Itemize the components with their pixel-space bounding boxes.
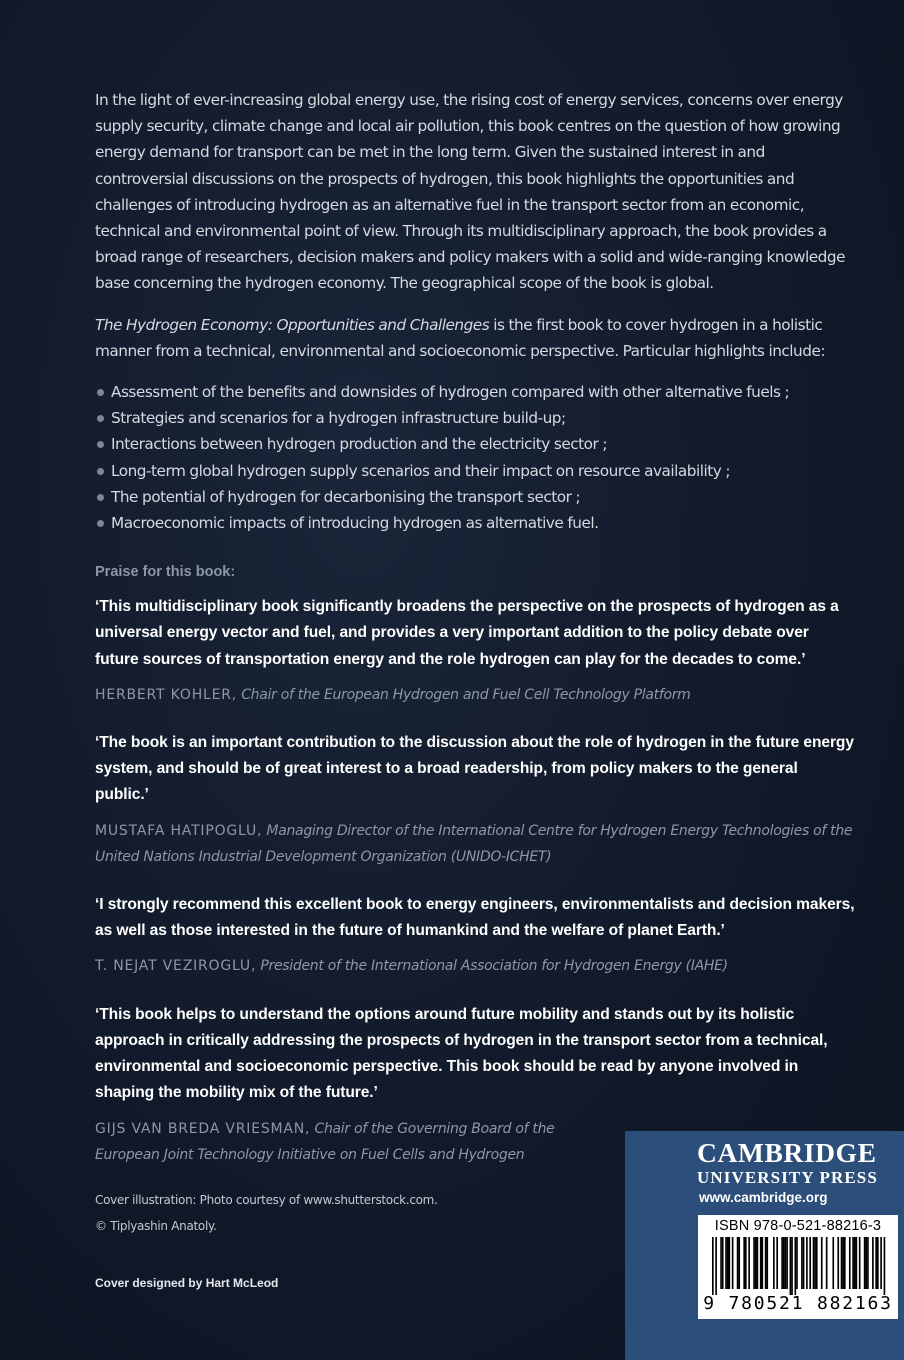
isbn-label: ISBN 978-0-521-88216-3	[714, 1218, 882, 1234]
praise-heading: Praise for this book:	[95, 564, 236, 581]
barcode-bar	[781, 1237, 783, 1289]
intro-paragraph: In the light of ever-increasing global energy use, the rising cost of energy services, concerns over energy supply security, climate change and local air pollution, this book centres on the question of how growing energy demand for transport can be met in the long term. Given the sustained interest in and controversial discussions on the prospects of hydrogen, this book highlights the opportunities and challenges of introducing hydrogen as an alternative fuel in the transport sector from an economic, technical and environmental point of view. Through its multidisciplinary approach, the book provides a broad range of researchers, decision makers and policy makers with a solid and wide-ranging knowledge base concerning the hydrogen economy. The geographical scope of the book is global.	[95, 91, 845, 293]
list-item: Assessment of the benefits and downsides of hydrogen compared with other alternative fuels ;	[95, 379, 855, 405]
barcode-bar	[715, 1237, 717, 1295]
barcode-bar	[737, 1237, 739, 1289]
attribution-name: T. NEJAT VEZIROGLU,	[95, 958, 257, 975]
barcode-bar	[790, 1237, 792, 1295]
praise-quote: ‘This multidisciplinary book significantly broadens the perspective on the prospects of hydrogen as a universal energy vector and fuel, and provides a very important addition to the policy debate over future sources of transportation energy and the role hydrogen can play for the decades to come.’	[95, 598, 839, 668]
barcode-bar	[783, 1237, 785, 1289]
barcode-bar	[738, 1237, 740, 1289]
barcode-bar	[745, 1237, 747, 1289]
barcode-bar	[748, 1237, 750, 1289]
barcode-bar	[803, 1237, 805, 1289]
barcode-bar	[795, 1237, 797, 1295]
quote-attribution	[95, 818, 855, 870]
barcode-bar	[814, 1237, 816, 1289]
barcode-bar	[872, 1237, 874, 1289]
barcode-bar	[826, 1237, 828, 1289]
barcode-bar	[867, 1237, 869, 1289]
attribution-name: HERBERT KOHLER,	[95, 686, 238, 703]
publisher-name: CAMBRIDGE	[697, 1137, 877, 1168]
barcode-bar	[773, 1237, 775, 1289]
attribution-name: GIJS VAN BREDA VRIESMAN,	[95, 1120, 311, 1137]
barcode-bar	[796, 1237, 798, 1289]
barcode-bar	[766, 1237, 768, 1289]
barcode-bar	[732, 1237, 734, 1289]
barcode-bar	[865, 1237, 867, 1289]
barcode-bar	[864, 1237, 866, 1289]
bullet-icon	[97, 520, 104, 527]
barcode-bar	[875, 1237, 877, 1289]
designer-credit: Cover designed by Hart McLeod	[95, 1276, 279, 1290]
barcode-bar	[743, 1237, 745, 1289]
attribution-role: President of the International Association for Hydrogen Energy (IAHE)	[256, 958, 728, 975]
barcode-bar	[849, 1237, 851, 1289]
attribution-name: MUSTAFA HATIPOGLU,	[95, 822, 263, 839]
barcode-bar	[816, 1237, 818, 1289]
barcode-bar	[841, 1237, 843, 1289]
barcode-bar	[776, 1237, 778, 1289]
barcode-bar	[722, 1237, 724, 1289]
barcode-bar	[837, 1237, 839, 1289]
list-item: Long-term global hydrogen supply scenarios and their impact on resource availability ;	[95, 458, 855, 484]
attribution-role: Managing Director of the International Centre for Hydrogen Energy Technologies of the United Nations Industrial Development Organization (UNIDO-ICHET)	[95, 822, 853, 865]
barcode-bar	[877, 1237, 879, 1289]
bullet-icon	[97, 494, 104, 501]
barcode-bar	[786, 1237, 788, 1289]
barcode-bar	[757, 1237, 759, 1289]
barcode-bar	[729, 1237, 731, 1289]
list-item: Strategies and scenarios for a hydrogen infrastructure build-up;	[95, 405, 855, 431]
bullet-icon	[97, 468, 104, 475]
barcode-bar	[832, 1237, 834, 1289]
attribution-role: Chair of the Governing Board of the	[310, 1120, 555, 1137]
barcode-bar	[859, 1237, 861, 1289]
intro-paragraph-2	[95, 312, 855, 364]
barcode-bar	[852, 1237, 854, 1289]
highlights-list	[95, 379, 855, 536]
barcode-bar	[760, 1237, 762, 1289]
book-title: The Hydrogen Economy: Opportunities and Challenges	[95, 315, 490, 334]
cover-credits	[95, 1187, 438, 1239]
list-item: Interactions between hydrogen production and the electricity sector ;	[95, 431, 855, 457]
barcode-bar	[753, 1237, 755, 1289]
illustration-credit: Cover illustration: Photo courtesy of www.shutterstock.com.	[95, 1193, 438, 1207]
barcode-bar	[791, 1237, 793, 1295]
quote-attribution	[95, 953, 855, 979]
barcode-bar	[755, 1237, 757, 1289]
bullet-icon	[97, 389, 104, 396]
publisher-url: www.cambridge.org	[699, 1190, 828, 1205]
barcode-bar	[884, 1237, 886, 1295]
barcode-bar	[712, 1237, 714, 1295]
barcode-bar	[844, 1237, 846, 1289]
back-cover-text	[95, 87, 855, 1168]
barcode-bar	[813, 1237, 815, 1289]
praise-quote: ‘This book helps to understand the options around future mobility and stands out by its holistic approach in critically addressing the prospects of hydrogen in the transport sector from a technical, environmental and socioeconomic perspective. This book should be read by anyone involved in shaping the mobility mix of the future.’	[95, 1005, 828, 1102]
bullet-icon	[97, 441, 104, 448]
list-item: The potential of hydrogen for decarbonising the transport sector ;	[95, 484, 855, 510]
barcode-bar	[720, 1237, 722, 1289]
barcode-bar	[856, 1237, 858, 1289]
attribution-role: European Joint Technology Initiative on Fuel Cells and Hydrogen	[95, 1146, 525, 1163]
barcode-bar	[762, 1237, 764, 1289]
barcode-bar	[880, 1237, 882, 1289]
barcode-bar	[785, 1237, 787, 1289]
barcode-bar	[801, 1237, 803, 1289]
barcode-bar	[842, 1237, 844, 1289]
barcode-number: 9 780521 882163	[703, 1293, 893, 1314]
barcode-bar	[821, 1237, 823, 1289]
list-item: Macroeconomic impacts of introducing hydrogen as alternative fuel.	[95, 510, 855, 536]
attribution-role: Chair of the European Hydrogen and Fuel Cell Technology Platform	[237, 686, 691, 703]
barcode-bar	[854, 1237, 856, 1289]
barcode-bar	[765, 1237, 767, 1289]
barcode-bar	[725, 1237, 727, 1289]
barcode-box	[698, 1215, 898, 1319]
bullet-icon	[97, 415, 104, 422]
barcode-bar	[806, 1237, 808, 1289]
barcode-bar	[727, 1237, 729, 1289]
praise-quote: ‘I strongly recommend this excellent book to energy engineers, environmentalists and decision makers, as well as those interested in the future of humankind and the welfare of planet Earth.’	[95, 896, 855, 940]
barcode-bar	[809, 1237, 811, 1289]
praise-quote: ‘The book is an important contribution to the discussion about the role of hydrogen in the future energy system, and should be of great interest to a broad readership, from policy makers to the general public.’	[95, 734, 854, 804]
copyright-credit: © Tiplyashin Anatoly.	[95, 1219, 217, 1233]
quote-attribution	[95, 682, 855, 708]
intro-paragraph-2-text: is the first book to cover hydrogen in a holistic manner from a technical, environmental and socioeconomic perspective. Particular highlights include:	[95, 315, 826, 360]
publisher-subtitle: UNIVERSITY PRESS	[697, 1168, 878, 1187]
